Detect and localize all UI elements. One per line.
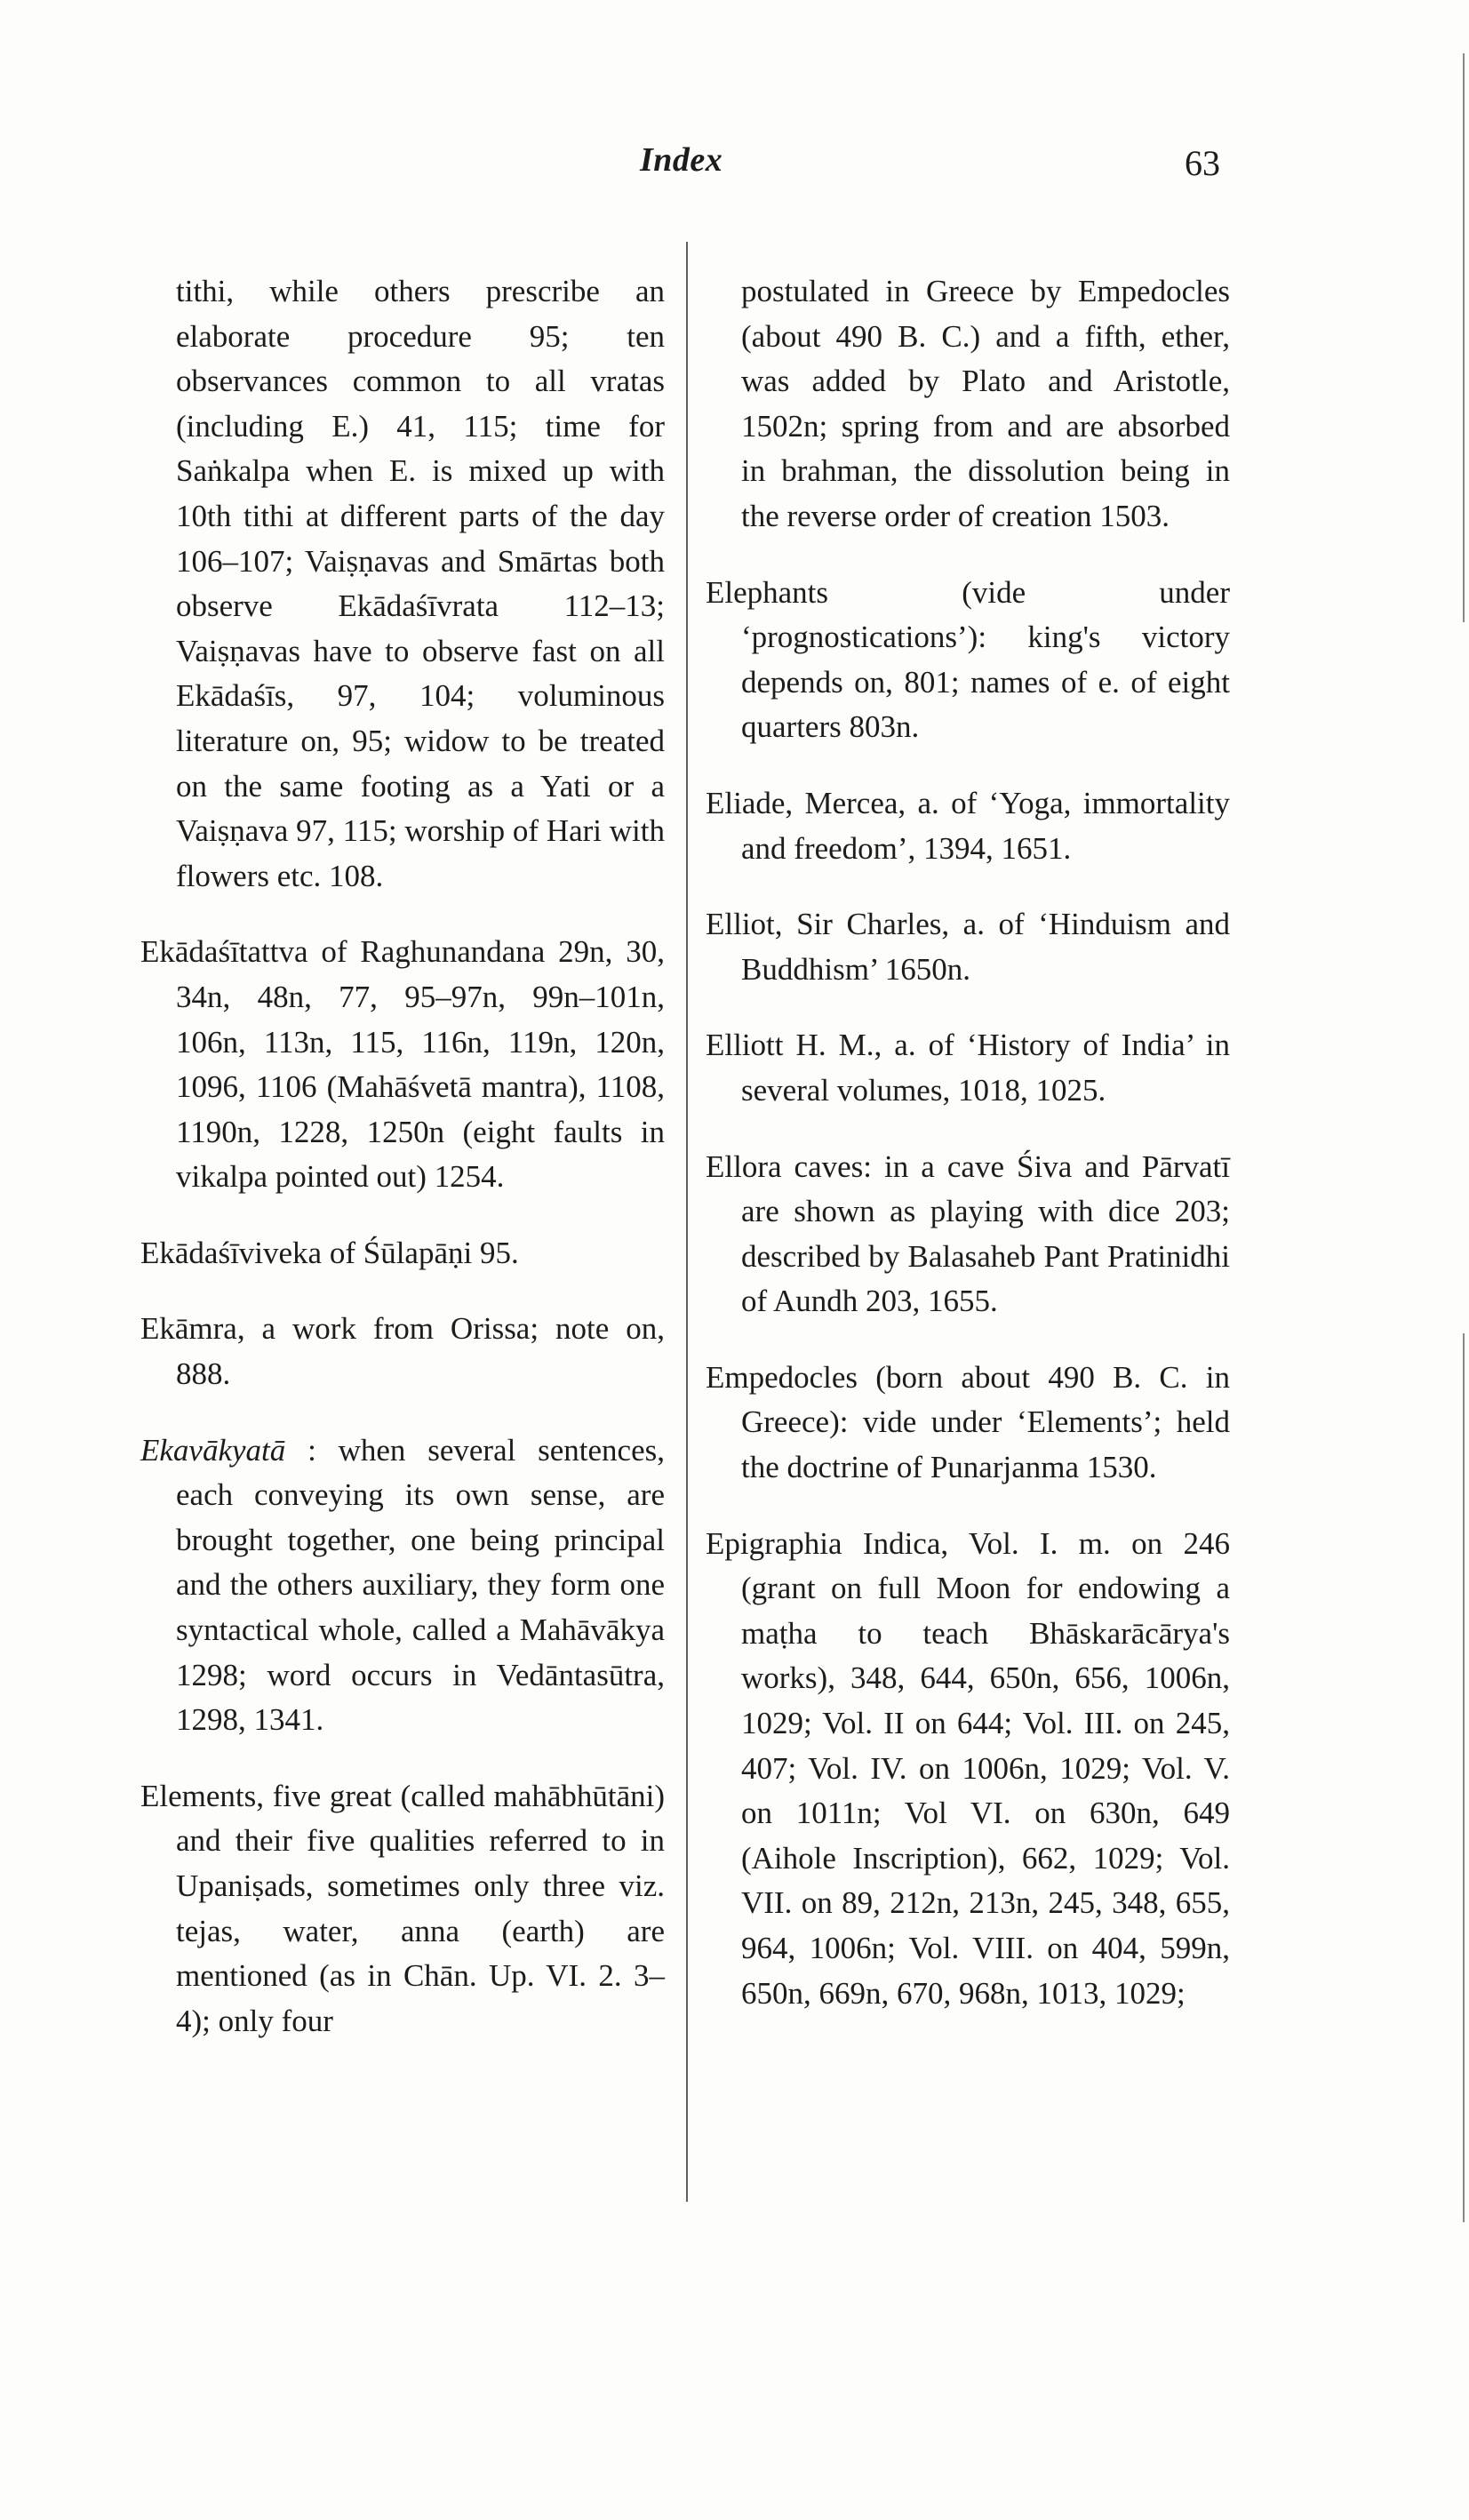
- index-entry: Ekāmra, a work from Orissa; note on, 888.: [140, 1311, 665, 1392]
- column-divider: [686, 242, 688, 2202]
- entry-text: : when several sentences, each conveying its own sense, are brought together, one being principal and the others auxiliary, they form one syntactical whole, called a Mahāvākya 1298; word occurs in Vedāntasūtra, 1298, 1341.: [176, 1432, 665, 1738]
- index-entry: postulated in Greece by Empedocles (about 490 B. C.) and a fifth, ether, was added by Plato and Aristotle, 1502n; spring from and are absorbed in brahman, the dissolution being in the reverse order of creation 1503.: [741, 274, 1230, 533]
- index-entry: Elliot, Sir Charles, a. of ‘Hinduism and Buddhism’ 1650n.: [706, 907, 1230, 987]
- index-entry: Ellora caves: in a cave Śiva and Pārvatī are shown as playing with dice 203; described by Balasaheb Pant Pratinidhi of Aundh 203, 1655.: [706, 1148, 1230, 1319]
- entry-head: Ekavākyatā: [140, 1432, 286, 1468]
- index-entry: Ekādaśītattva of Raghunandana 29n, 30, 34n, 48n, 77, 95–97n, 99n–101n, 106n, 113n, 115, 116n, 119n, 120n, 1096, 1106 (Mahāśvetā mantra), 1108, 1190n, 1228, 1250n (eight faults in vikalpa pointed out) 1254.: [140, 934, 665, 1195]
- index-entry: Elements, five great (called mahābhūtāni) and their five qualities referred to in Upaniṣads, sometimes only three viz. tejas, water, anna (earth) are mentioned (as in Chān. Up. VI. 2. 3–4); only four: [140, 1778, 665, 2038]
- index-entry: tithi, while others prescribe an elaborate procedure 95; ten observances common to all vratas (including E.) 41, 115; time for Saṅkalpa when E. is mixed up with 10th tithi at different parts of the day 106–107; Vaiṣṇavas and Smārtas both observe Ekādaśīvrata 112–13; Vaiṣṇavas have to observe fast on all Ekādaśīs, 97, 104; voluminous literature on, 95; widow to be treated on the same footing as a Yati or a Vaiṣṇava 97, 115; worship of Hari with flowers etc. 108.: [176, 274, 665, 893]
- index-entry: Ekādaśīviveka of Śūlapāṇi 95.: [140, 1235, 519, 1270]
- index-entry: [140, 1428, 665, 1743]
- scan-edge-mark: [1463, 53, 1465, 622]
- index-entry: Elliott H. M., a. of ‘History of India’ in several volumes, 1018, 1025.: [706, 1028, 1230, 1108]
- index-column-right: [706, 238, 1230, 2032]
- index-entry: Elephants (vide under ‘prognostications’): king's victory depends on, 801; names of e. of eight quarters 803n.: [706, 574, 1230, 745]
- index-entry: Epigraphia Indica, Vol. I. m. on 246 (grant on full Moon for endowing a maṭha to teach Bhāskarācārya's works), 348, 644, 650n, 656, 1006n, 1029; Vol. II on 644; Vol. III. on 245, 407; Vol. IV. on 1006n, 1029; Vol. V. on 1011n; Vol VI. on 630n, 649 (Aihole Inscription), 662, 1029; Vol. VII. on 89, 212n, 213n, 245, 348, 655, 964, 1006n; Vol. VIII. on 404, 599n, 650n, 669n, 670, 968n, 1013, 1029;: [706, 1525, 1230, 2011]
- index-entry: Empedocles (born about 490 B. C. in Greece): vide under ‘Elements’; held the doctrine of Punarjanma 1530.: [706, 1359, 1230, 1485]
- page-title: Index: [640, 141, 723, 179]
- index-entry: Eliade, Mercea, a. of ‘Yoga, immortality and freedom’, 1394, 1651.: [706, 785, 1230, 866]
- page-number: 63: [1185, 143, 1220, 183]
- index-column-left: [140, 238, 665, 2060]
- scan-edge-mark: [1463, 1333, 1465, 2222]
